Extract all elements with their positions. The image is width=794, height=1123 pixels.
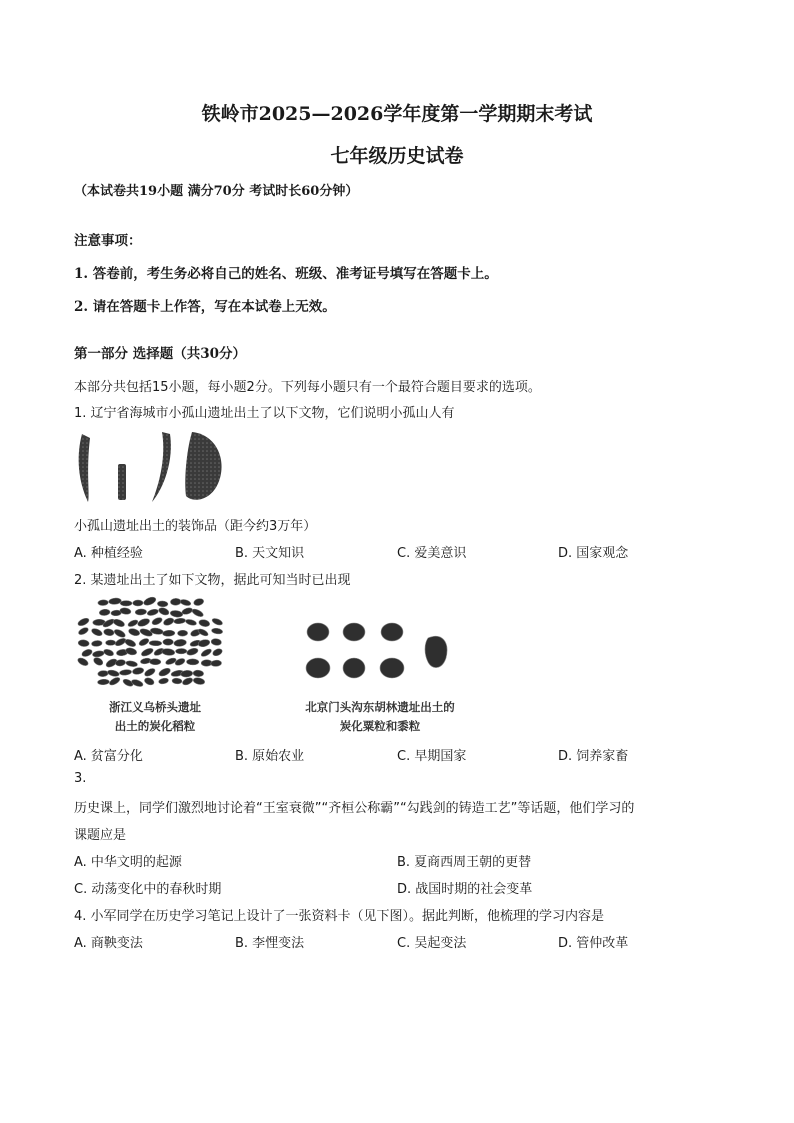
- rice-grain: [193, 597, 205, 606]
- rice-grain: [197, 639, 210, 648]
- q1-option-b[interactable]: B. 天文知识: [235, 546, 305, 561]
- rice-grain: [81, 648, 93, 658]
- rice-grain: [102, 618, 116, 629]
- rice-grain: [173, 639, 186, 647]
- rice-grain: [211, 660, 222, 667]
- rice-grain: [112, 618, 125, 628]
- rice-grain: [125, 660, 138, 668]
- rice-grain: [113, 628, 126, 639]
- rice-grain: [158, 677, 169, 684]
- rice-grain: [175, 648, 186, 654]
- rice-grain: [98, 600, 109, 606]
- rice-grain: [137, 617, 151, 628]
- rice-grain: [181, 607, 193, 616]
- rice-grain: [172, 678, 182, 684]
- rice-grain: [120, 601, 132, 606]
- rice-grain: [91, 640, 102, 647]
- rice-grain: [179, 598, 191, 606]
- rice-grain: [132, 667, 144, 675]
- rice-grain: [174, 618, 186, 625]
- broomcorn-grain: [425, 636, 447, 667]
- rice-grain: [124, 638, 137, 648]
- rice-grain: [158, 606, 170, 616]
- rice-grain: [149, 659, 161, 665]
- millet-grain: [343, 623, 365, 641]
- ornaments-photo: [74, 426, 234, 508]
- rice-grain: [185, 618, 197, 626]
- question-1-stem: 1. 辽宁省海城市小孤山遗址出土了以下文物，它们说明小孤山人有: [74, 406, 455, 421]
- rice-grain: [177, 630, 187, 636]
- question-1-image-caption: 小孤山遗址出土的装饰品（距今约3万年）: [74, 519, 317, 534]
- rice-grain: [170, 598, 181, 605]
- q2-option-b[interactable]: B. 原始农业: [235, 749, 305, 764]
- rice-grain: [133, 600, 144, 606]
- millet-grain: [380, 658, 404, 678]
- q3-option-d[interactable]: D. 战国时期的社会变革: [397, 882, 533, 897]
- rice-grain: [170, 610, 183, 618]
- rice-grain: [77, 656, 90, 667]
- q3-option-c[interactable]: C. 动荡变化中的春秋时期: [74, 882, 222, 897]
- millet-grains-photo: [296, 618, 466, 690]
- rice-grain: [149, 640, 162, 646]
- millet-caption-line1: 北京门头沟东胡林遗址出土的: [305, 700, 455, 714]
- note-item: 1. 答卷前，考生务必将自己的姓名、班级、准考证号填写在答题卡上。: [74, 266, 498, 282]
- rice-grain: [197, 628, 209, 638]
- q3-option-a[interactable]: A. 中华文明的起源: [74, 855, 182, 870]
- rice-grain: [107, 669, 120, 677]
- note-item: 2. 请在答题卡上作答，写在本试卷上无效。: [74, 299, 336, 315]
- rice-grain: [161, 648, 175, 656]
- rice-grain: [198, 619, 210, 628]
- rice-grain: [162, 617, 174, 627]
- exam-title: 铁岭市2025—2026学年度第一学期期末考试: [201, 103, 593, 125]
- rice-grain: [158, 667, 172, 678]
- rice-grain: [147, 608, 160, 617]
- rice-grain: [135, 609, 147, 616]
- rice-grain: [125, 647, 138, 656]
- millet-grain: [381, 623, 403, 641]
- section-heading: 第一部分 选择题（共30分）: [74, 346, 246, 362]
- rice-grain: [105, 640, 115, 646]
- shell-pendant: [185, 432, 221, 500]
- q4-option-d[interactable]: D. 管仲改革: [558, 936, 629, 951]
- rice-grain: [99, 609, 110, 616]
- rice-grain: [162, 630, 175, 637]
- rice-grain: [127, 619, 139, 628]
- rice-grain: [97, 679, 109, 685]
- rice-grain: [163, 639, 174, 645]
- rice-grain: [211, 638, 222, 646]
- q1-option-d[interactable]: D. 国家观念: [558, 546, 629, 561]
- millet-grain: [306, 658, 330, 678]
- rice-caption-line2: 出土的炭化稻粒: [114, 719, 196, 733]
- question-3-number: 3.: [74, 771, 87, 786]
- rice-grain: [128, 627, 141, 636]
- section-intro: 本部分共包括15小题，每小题2分。下列每小题只有一个最符合题目要求的选项。: [74, 380, 541, 395]
- rice-grain: [103, 628, 114, 636]
- rice-grain: [92, 650, 105, 658]
- rice-grain: [151, 616, 163, 626]
- q4-option-c[interactable]: C. 吴起变法: [397, 936, 467, 951]
- millet-caption-line2: 炭化粟粒和黍粒: [339, 719, 421, 733]
- q3-option-b[interactable]: B. 夏商西周王朝的更替: [397, 855, 532, 870]
- question-4-stem: 4. 小军同学在历史学习笔记上设计了一张资料卡（见下图）。据此判断，他梳理的学习内容是: [74, 909, 605, 924]
- rice-grain: [138, 637, 150, 647]
- rice-grain: [131, 678, 144, 688]
- q1-option-c[interactable]: C. 爱美意识: [397, 546, 467, 561]
- rice-grain: [77, 617, 90, 627]
- rice-grain: [98, 670, 109, 677]
- millet-grain: [343, 658, 365, 678]
- rice-grain: [77, 626, 89, 636]
- rice-grain: [200, 648, 213, 658]
- rice-grain: [108, 598, 121, 605]
- q2-option-c[interactable]: C. 早期国家: [397, 749, 467, 764]
- q4-option-a[interactable]: A. 商鞅变法: [74, 936, 143, 951]
- carbonized-rice-photo: [76, 593, 234, 693]
- rice-grain: [211, 628, 223, 635]
- rice-grain: [92, 656, 104, 667]
- rice-grain: [108, 676, 121, 687]
- rice-grain: [119, 669, 132, 676]
- q2-option-a[interactable]: A. 贫富分化: [74, 749, 143, 764]
- q1-option-a[interactable]: A. 种植经验: [74, 546, 143, 561]
- rice-grain: [103, 648, 115, 657]
- rice-grain: [193, 677, 206, 686]
- notes-heading: 注意事项：: [74, 233, 142, 249]
- rice-grain: [181, 676, 193, 686]
- rice-grain: [191, 608, 204, 619]
- q2-option-d[interactable]: D. 饲养家畜: [558, 749, 629, 764]
- rice-grain: [91, 627, 104, 637]
- rice-grain: [157, 601, 168, 607]
- rice-grain: [193, 670, 204, 677]
- rice-grain: [143, 596, 157, 607]
- rice-grain: [186, 659, 199, 665]
- exam-subject-title: 七年级历史试卷: [330, 145, 464, 167]
- tooth-ornament-2: [152, 432, 171, 502]
- bone-tube-ornament: [118, 464, 126, 500]
- question-3-stem-cont: 课题应是: [74, 828, 127, 843]
- tooth-ornament-1: [79, 434, 90, 502]
- millet-grain: [307, 623, 329, 641]
- rice-grain: [186, 647, 199, 656]
- question-3-stem: 历史课上，同学们激烈地讨论着“王室衰微”“齐桓公称霸”“勾践剑的铸造工艺”等话题，他们学习的: [74, 801, 635, 816]
- rice-grain: [78, 639, 90, 647]
- rice-grain: [140, 647, 154, 658]
- q4-option-b[interactable]: B. 李悝变法: [235, 936, 305, 951]
- rice-grain: [212, 647, 224, 657]
- question-2-stem: 2. 某遗址出土了如下文物，据此可知当时已出现: [74, 573, 351, 588]
- rice-grain: [143, 677, 155, 687]
- rice-grain: [143, 667, 156, 678]
- rice-caption-line1: 浙江义乌桥头遗址: [109, 700, 201, 714]
- exam-info: （本试卷共19小题 满分70分 考试时长60分钟）: [74, 184, 359, 199]
- rice-grain: [211, 617, 223, 626]
